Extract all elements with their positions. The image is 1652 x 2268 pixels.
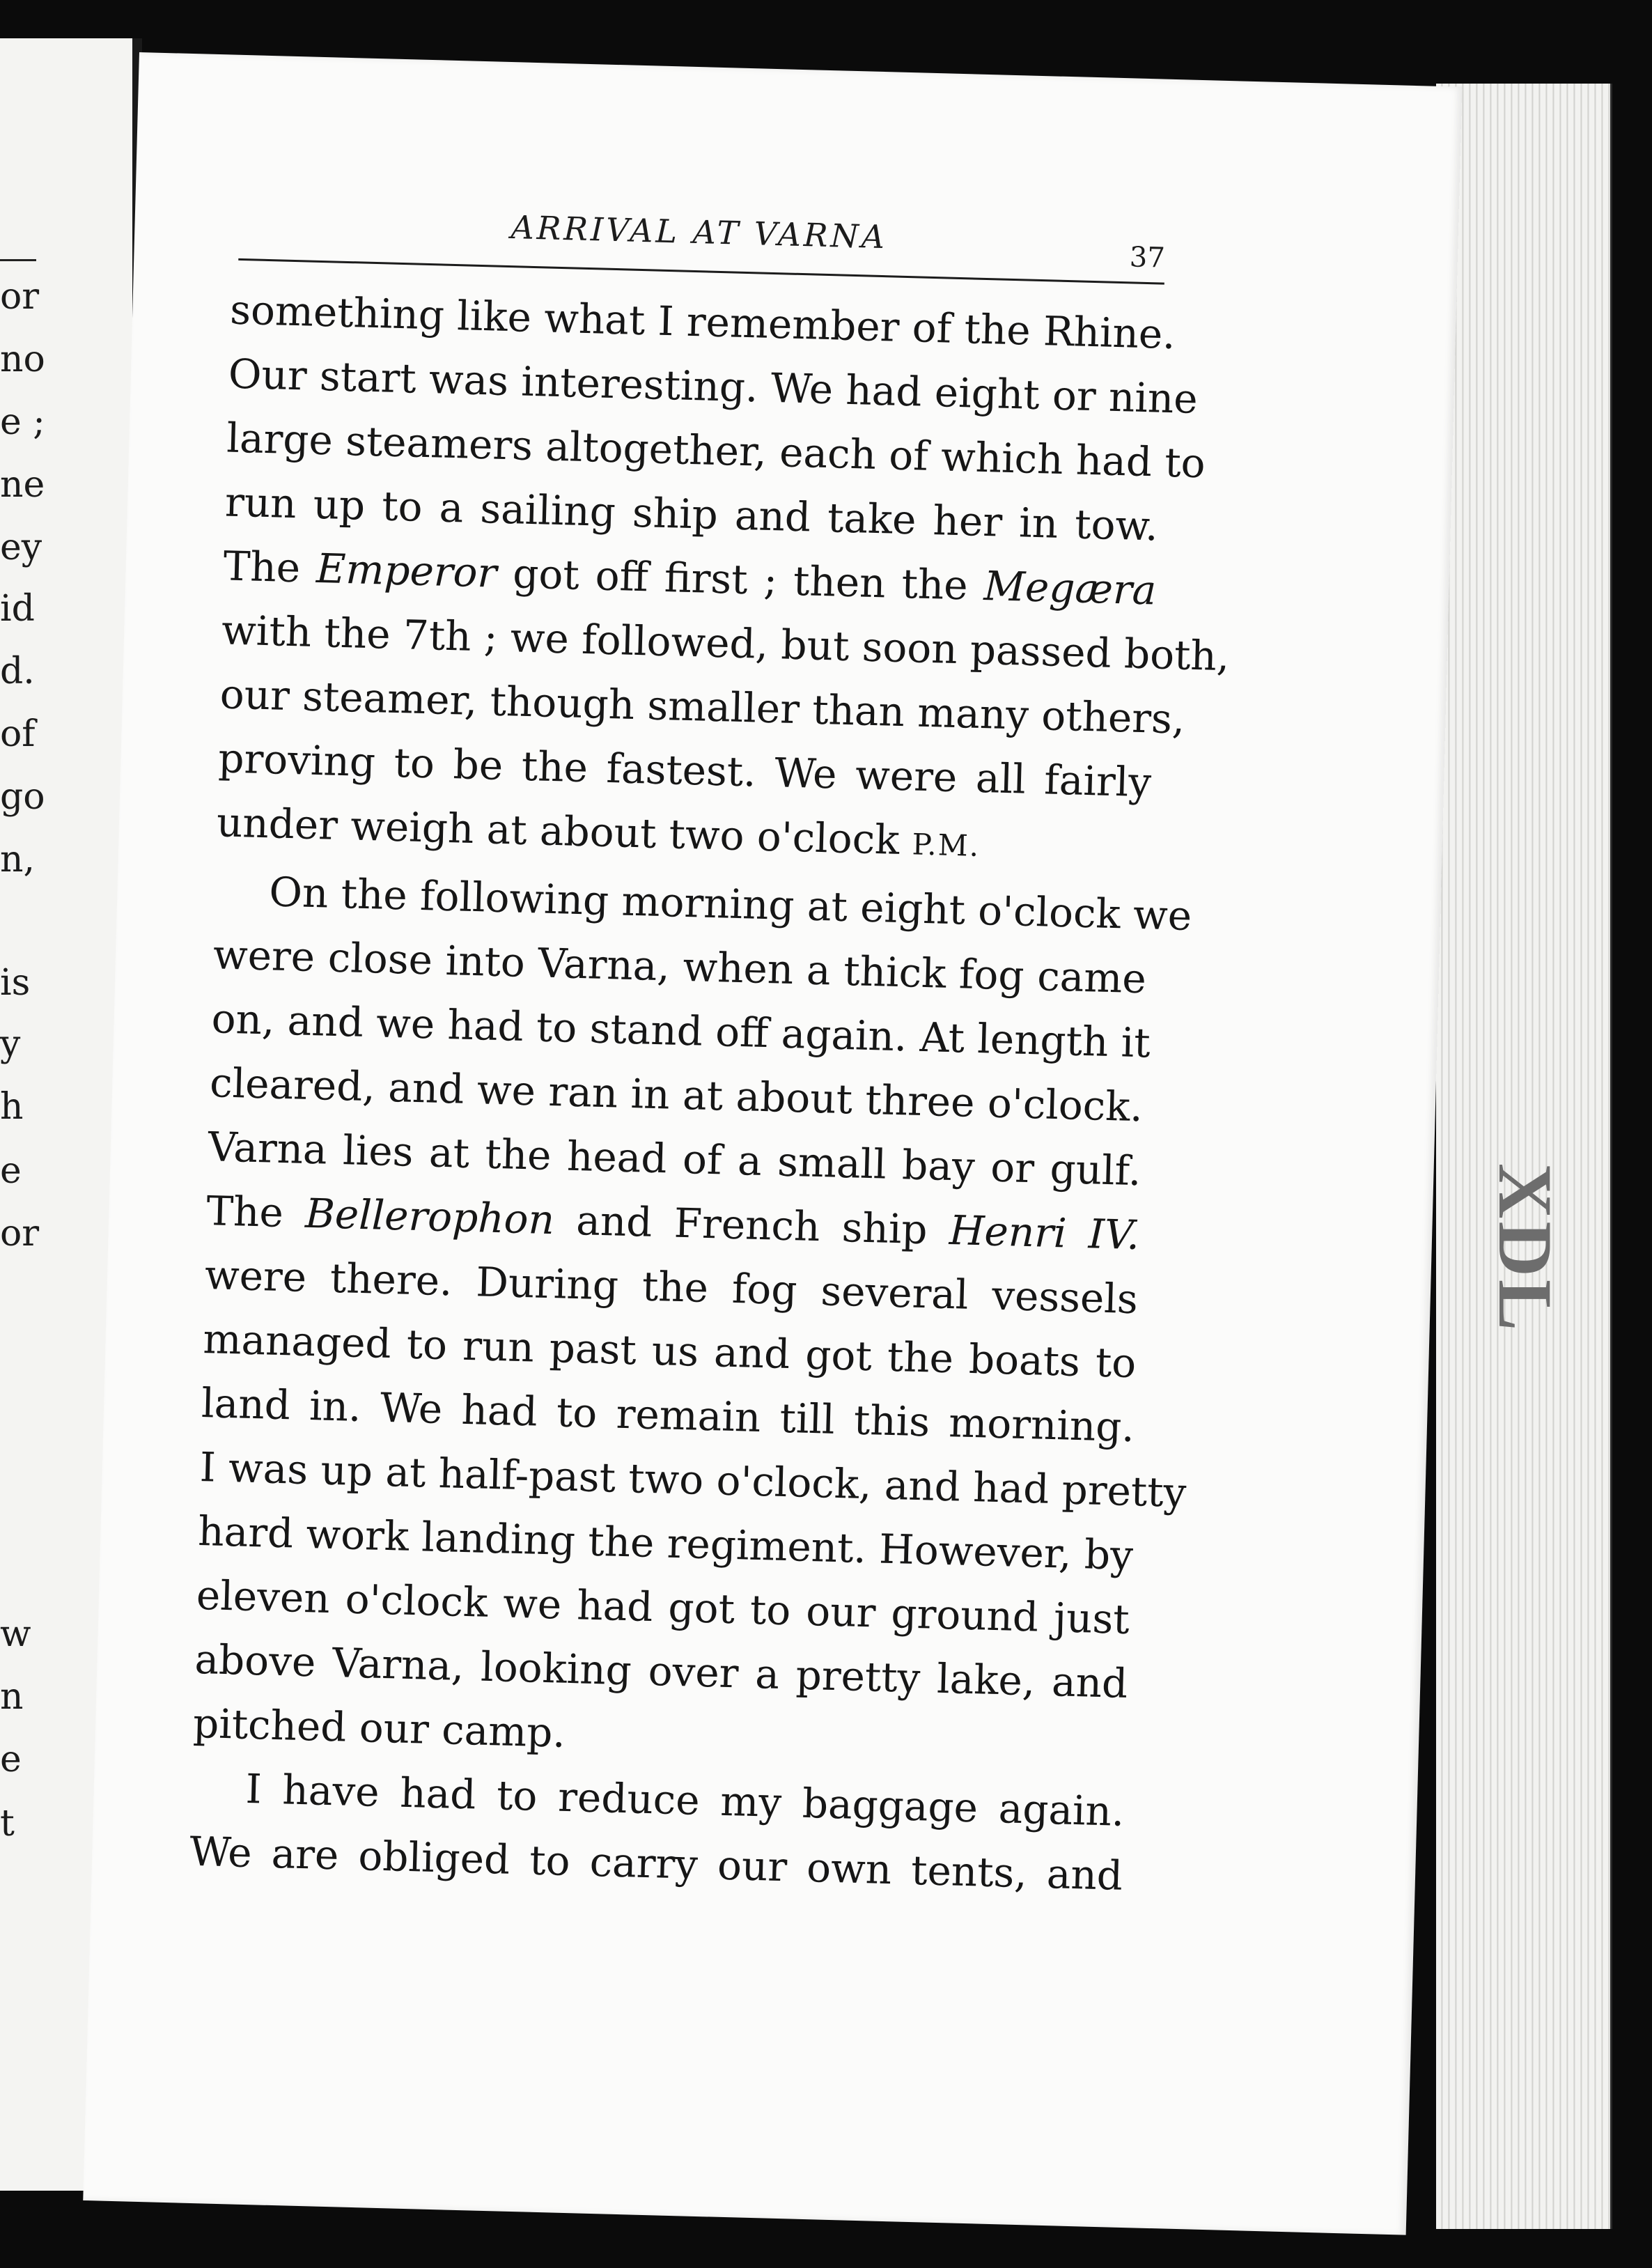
previous-page-fragment: or	[0, 276, 40, 318]
previous-page-header-rule	[0, 259, 36, 261]
text-run: got off first ; then the	[496, 549, 985, 609]
text-run: were there. During the fog several vessels	[204, 1251, 1139, 1323]
book-page-edges	[1436, 84, 1612, 2229]
previous-page-fragment: h	[0, 1086, 24, 1128]
previous-page-fragment: ey	[0, 527, 42, 568]
italic-text: Bellerophon	[304, 1189, 555, 1244]
italic-text: Megæra	[983, 562, 1158, 614]
text-run: The	[222, 542, 318, 592]
previous-page-fragment: ne	[0, 464, 45, 506]
previous-page-fragment: n	[0, 1676, 24, 1718]
previous-page-fragment: go	[0, 776, 45, 818]
text-run: hard work landing the regiment. However, by	[197, 1507, 1134, 1580]
page-edge-stamp	[1435, 1163, 1616, 1247]
previous-page-fragment: of	[0, 713, 36, 755]
previous-page-fragment: e	[0, 1150, 22, 1192]
book-page	[83, 52, 1462, 2235]
header-rule	[238, 258, 1164, 285]
text-run: Our start was interesting. We had eight or nine	[228, 350, 1199, 423]
text-run: I have had to reduce my baggage again.	[244, 1764, 1125, 1835]
previous-page-fragment: d.	[0, 651, 35, 692]
italic-text: Emperor	[315, 544, 498, 597]
previous-page-fragment: or	[0, 1213, 40, 1255]
previous-page-fragment: is	[0, 962, 31, 1004]
text-run: proving to be the fastest. We were all fairly	[217, 734, 1152, 807]
text-run: Varna lies at the head of a small bay or gulf.	[208, 1123, 1142, 1195]
previous-page-fragment: n,	[0, 839, 36, 880]
previous-page-fragment: no	[0, 339, 45, 380]
text-run: our steamer, though smaller than many others,	[219, 670, 1186, 743]
text-run: something like what I remember of the Rhine.	[229, 286, 1176, 359]
previous-page-fragment: e	[0, 1739, 22, 1780]
text-run: large steamers altogether, each of which had to	[226, 414, 1206, 488]
text-run: eleven o'clock we had got to our ground just	[196, 1571, 1130, 1643]
text-run: on, and we had to stand off again. At length it	[210, 995, 1151, 1067]
page-header	[238, 201, 1166, 288]
text-run: We are obliged to carry our own tents, and	[189, 1827, 1123, 1900]
running-head: ARRIVAL AT VARNA	[510, 208, 888, 256]
text-run: above Varna, looking over a pretty lake, and	[194, 1635, 1129, 1707]
text-run: and French ship	[554, 1196, 950, 1255]
text-run: land in. We had to remain till this morning.	[201, 1379, 1135, 1452]
text-run: cleared, and we ran in at about three o'clock.	[209, 1059, 1144, 1131]
page-number: 37	[1129, 241, 1166, 274]
text-run: with the 7th ; we followed, but soon passed both,	[221, 606, 1231, 681]
previous-page-fragment: e ;	[0, 401, 45, 443]
small-caps-text: P.M.	[911, 827, 981, 863]
body-text	[189, 278, 1231, 1908]
text-run: were close into Varna, when a thick fog came	[212, 931, 1147, 1003]
previous-page-fragment: w	[0, 1613, 31, 1655]
text-run: under weigh at about two o'clock	[216, 798, 913, 864]
previous-page-fragment: y	[0, 1023, 21, 1065]
previous-page-fragment: id	[0, 588, 35, 630]
previous-page-fragment: t	[0, 1803, 15, 1844]
text-run: I was up at half-past two o'clock, and had pretty	[198, 1443, 1187, 1517]
text-run: managed to run past us and got the boats to	[202, 1315, 1137, 1388]
text-run: On the following morning at eight o'clock we	[268, 868, 1192, 940]
text-run: pitched our camp.	[192, 1699, 566, 1757]
text-run: The	[205, 1187, 306, 1237]
text-run: run up to a sailing ship and take her in tow.	[224, 478, 1159, 550]
italic-text: Henri IV.	[949, 1206, 1140, 1259]
